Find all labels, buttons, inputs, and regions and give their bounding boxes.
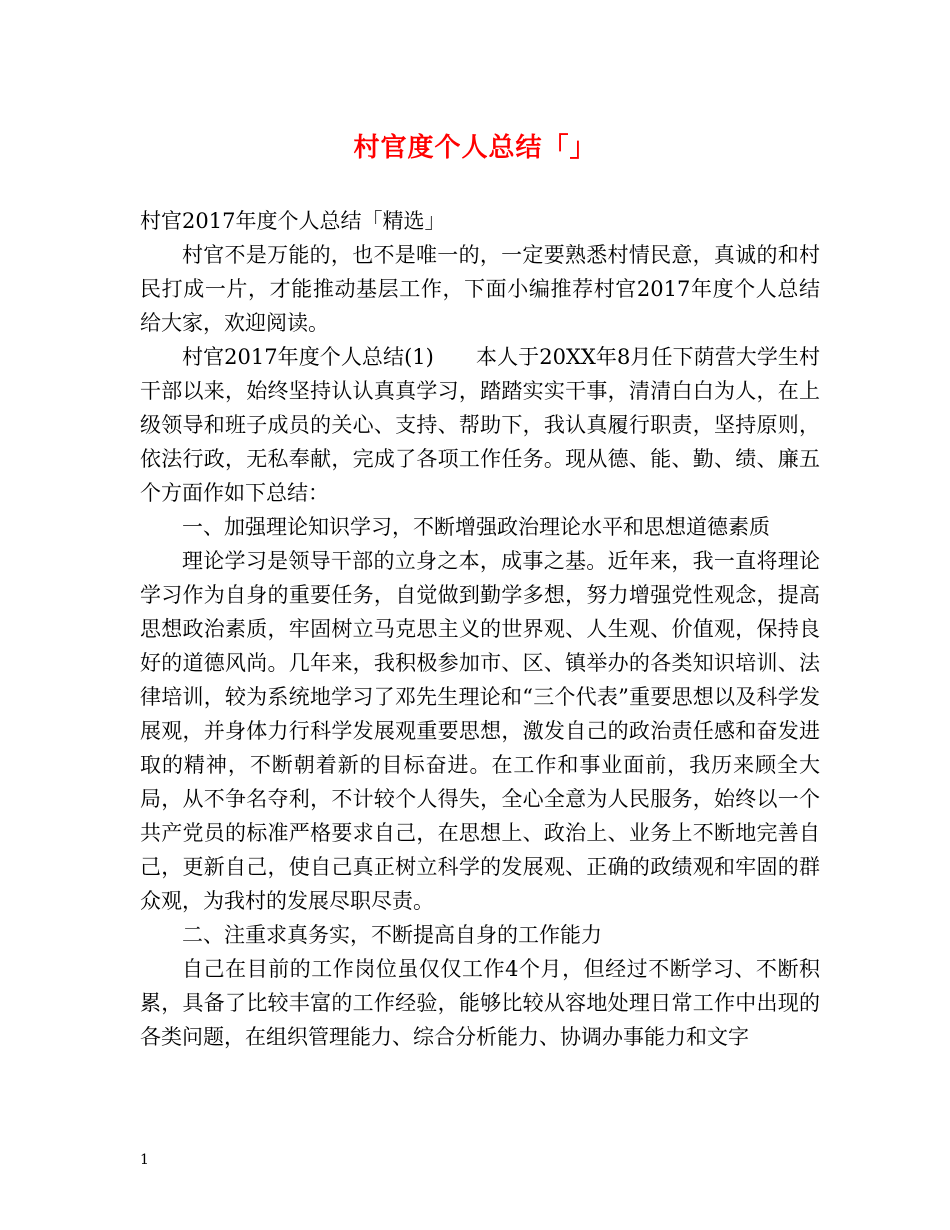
- document-body: [140, 204, 820, 1054]
- section-1-paragraph: 理论学习是领导干部的立身之本，成事之基。近年来，我一直将理论学习作为自身的重要任务，自觉做到勤学多想，努力增强党性观念，提高思想政治素质，牢固树立马克思主义的世界观、人生观、价值观，保持良好的道德风尚。几年来，我积极参加市、区、镇举办的各类知识培训、法律培训，较为系统地学习了邓先生理论和“三个代表”重要思想以及科学发展观，并身体力行科学发展观重要思想，激发自己的政治责任感和奋发进取的精神，不断朝着新的目标奋进。在工作和事业面前，我历来顾全大局，从不争名夺利，不计较个人得失，全心全意为人民服务，始终以一个共产党员的标准严格要求自己，在思想上、政治上、业务上不断地完善自己，更新自己，使自己真正树立科学的发展观、正确的政绩观和牢固的群众观，为我村的发展尽职尽责。: [140, 549, 820, 913]
- intro-paragraph: 村官不是万能的，也不是唯一的，一定要熟悉村情民意，真诚的和村民打成一片，才能推动基层工作，下面小编推荐村官2017年度个人总结给大家，欢迎阅读。: [140, 243, 820, 335]
- document-title: 村官度个人总结「」: [353, 133, 597, 163]
- page-number: 1: [140, 1152, 149, 1168]
- section-2-paragraph: 自己在目前的工作岗位虽仅仅工作4个月，但经过不断学习、不断积累，具备了比较丰富的工作经验，能够比较从容地处理日常工作中出现的各类问题，在组织管理能力、综合分析能力、协调办事能力和文字: [140, 957, 820, 1049]
- subtitle-paragraph: 村官2017年度个人总结「精选」: [140, 209, 446, 233]
- section-heading-1: 一、加强理论知识学习，不断增强政治理论水平和思想道德素质: [182, 515, 770, 539]
- section-heading-2: 二、注重求真务实，不断提高自身的工作能力: [182, 923, 602, 947]
- summary-paragraph: 村官2017年度个人总结(1) 本人于20XX年8月任下荫营大学生村干部以来，始终坚持认认真真学习，踏踏实实干事，清清白白为人，在上级领导和班子成员的关心、支持、帮助下，我认真履行职责，坚持原则，依法行政，无私奉献，完成了各项工作任务。现从德、能、勤、绩、廉五个方面作如下总结：: [140, 345, 820, 505]
